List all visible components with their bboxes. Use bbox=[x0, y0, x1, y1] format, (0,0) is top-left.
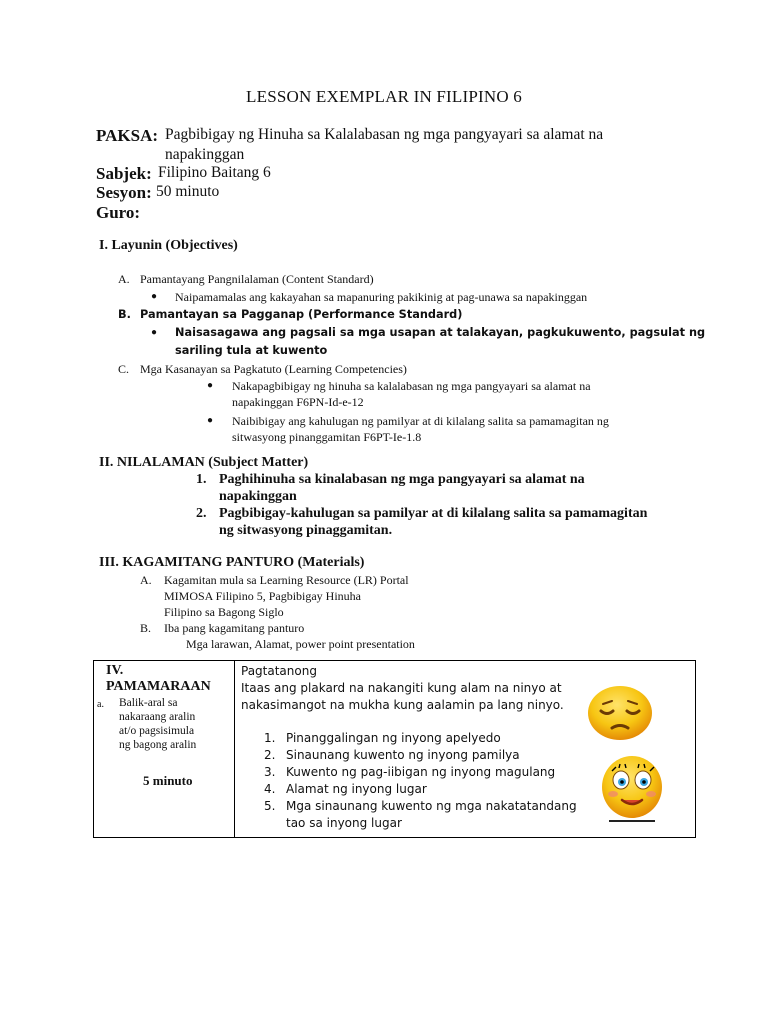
sabjek-value: Filipino Baitang 6 bbox=[158, 164, 271, 181]
pamamaraan-heading-line2: PAMAMARAAN bbox=[106, 679, 211, 694]
competency-1-line1: Nakapagbibigay ng hinuha sa kalalabasan ng mga pangyayari sa alamat na bbox=[232, 379, 591, 393]
balik-aral-line3: at/o pagsisimula bbox=[119, 725, 195, 737]
question-number: 4. bbox=[264, 782, 276, 796]
sabjek-label: Sabjek: bbox=[96, 164, 152, 183]
layunin-b-letter: B. bbox=[118, 308, 131, 321]
layunin-c-letter: C. bbox=[118, 362, 130, 376]
competency-2-line1: Naibibigay ang kahulugan ng pamilyar at di kilalang salita sa pamamagitan ng bbox=[232, 414, 609, 428]
question-item: Alamat ng inyong lugar bbox=[286, 782, 427, 796]
question-item: Pinanggalingan ng inyong apelyedo bbox=[286, 731, 501, 745]
nilalaman-item1-line2: napakinggan bbox=[219, 489, 297, 504]
sad-face-emoji bbox=[587, 685, 653, 741]
content-standard-label: Pamantayang Pangnilalaman (Content Standard) bbox=[140, 272, 374, 286]
layunin-heading: I. Layunin (Objectives) bbox=[99, 238, 238, 253]
bullet-icon: ● bbox=[207, 380, 214, 391]
question-item: Kuwento ng pag-iibigan ng inyong magulang bbox=[286, 765, 556, 779]
kagamitan-a-line1: Kagamitan mula sa Learning Resource (LR) Portal bbox=[164, 573, 409, 587]
balik-aral-line4: ng bagong aralin bbox=[119, 739, 197, 751]
competency-2-line2: sitwasyong pinanggamitan F6PT-Ie-1.8 bbox=[232, 430, 422, 444]
sub-letter: a. bbox=[97, 699, 104, 710]
kagamitan-heading: III. KAGAMITANG PANTURO (Materials) bbox=[99, 555, 365, 570]
kagamitan-a-letter: A. bbox=[140, 573, 152, 587]
learning-competencies-label: Mga Kasanayan sa Pagkatuto (Learning Competencies) bbox=[140, 362, 407, 376]
competency-1-line2: napakinggan F6PN-Id-e-12 bbox=[232, 395, 364, 409]
content-standard-text: Naipamamalas ang kakayahan sa mapanuring pakikinig at pag-unawa sa napakinggan bbox=[175, 290, 588, 304]
sesyon-value: 50 minuto bbox=[156, 183, 220, 200]
paksa-label: PAKSA: bbox=[96, 126, 159, 145]
nilalaman-heading: II. NILALAMAN (Subject Matter) bbox=[99, 455, 309, 470]
balik-aral-line1: Balik-aral sa bbox=[119, 697, 178, 709]
performance-standard-text-line1: Naisasagawa ang pagsali sa mga usapan at talakayan, pagkukuwento, pagsulat ng bbox=[175, 326, 706, 339]
kagamitan-b-line2: Mga larawan, Alamat, power point presentation bbox=[186, 637, 415, 651]
paksa-value-line1: Pagbibigay ng Hinuha sa Kalalabasan ng mga pangyayari sa alamat na bbox=[165, 126, 604, 143]
kagamitan-b-letter: B. bbox=[140, 621, 152, 635]
kagamitan-a-line2: MIMOSA Filipino 5, Pagbibigay Hinuha bbox=[164, 589, 362, 603]
question-number: 5. bbox=[264, 799, 276, 813]
paksa-value-line2: napakinggan bbox=[165, 146, 245, 163]
balik-aral-line2: nakaraang aralin bbox=[119, 711, 196, 723]
bullet-icon: ● bbox=[207, 415, 214, 426]
pamamaraan-right-cell bbox=[235, 661, 696, 838]
kagamitan-b-line1: Iba pang kagamitang panturo bbox=[164, 621, 305, 635]
performance-standard-text-line2: sariling tula at kuwento bbox=[175, 344, 328, 357]
instruction-line1: Itaas ang plakard na nakangiti kung alam na ninyo at bbox=[241, 681, 562, 695]
sesyon-label: Sesyon: bbox=[96, 183, 152, 202]
nilalaman-item1-line1: Paghihinuha sa kinalabasan ng mga pangyayari sa alamat na bbox=[219, 472, 585, 487]
instruction-line2: nakasimangot na mukha kung aalamin pa lang ninyo. bbox=[241, 698, 564, 712]
pamamaraan-heading-line1: IV. bbox=[106, 663, 124, 678]
nilalaman-item2-num: 2. bbox=[196, 506, 207, 521]
nilalaman-item2-line1: Pagbibigay-kahulugan sa pamilyar at di kilalang salita sa pamamagitan bbox=[219, 506, 648, 521]
document-title: LESSON EXEMPLAR IN FILIPINO 6 bbox=[246, 87, 522, 106]
question-item: Sinaunang kuwento ng inyong pamilya bbox=[286, 748, 520, 762]
nilalaman-item1-num: 1. bbox=[196, 472, 207, 487]
question-item-continuation: tao sa inyong lugar bbox=[286, 816, 402, 830]
activity-title: Pagtatanong bbox=[241, 664, 317, 678]
question-number: 3. bbox=[264, 765, 276, 779]
bullet-icon: ● bbox=[151, 291, 158, 302]
nilalaman-item2-line2: ng sitwasyong pinaggamitan. bbox=[219, 523, 393, 538]
time-allotment: 5 minuto bbox=[143, 773, 193, 788]
question-number: 1. bbox=[264, 731, 276, 745]
question-number: 2. bbox=[264, 748, 276, 762]
pamamaraan-table bbox=[93, 660, 696, 838]
pamamaraan-left-cell bbox=[94, 661, 235, 838]
performance-standard-label: Pamantayan sa Pagganap (Performance Standard) bbox=[140, 308, 463, 321]
question-item: Mga sinaunang kuwento ng mga nakatatandang bbox=[286, 799, 577, 813]
smiling-face-emoji bbox=[599, 753, 665, 825]
guro-label: Guro: bbox=[96, 203, 141, 222]
layunin-a-letter: A. bbox=[118, 272, 130, 286]
bullet-icon: ● bbox=[151, 327, 158, 338]
kagamitan-a-line3: Filipino sa Bagong Siglo bbox=[164, 605, 284, 619]
